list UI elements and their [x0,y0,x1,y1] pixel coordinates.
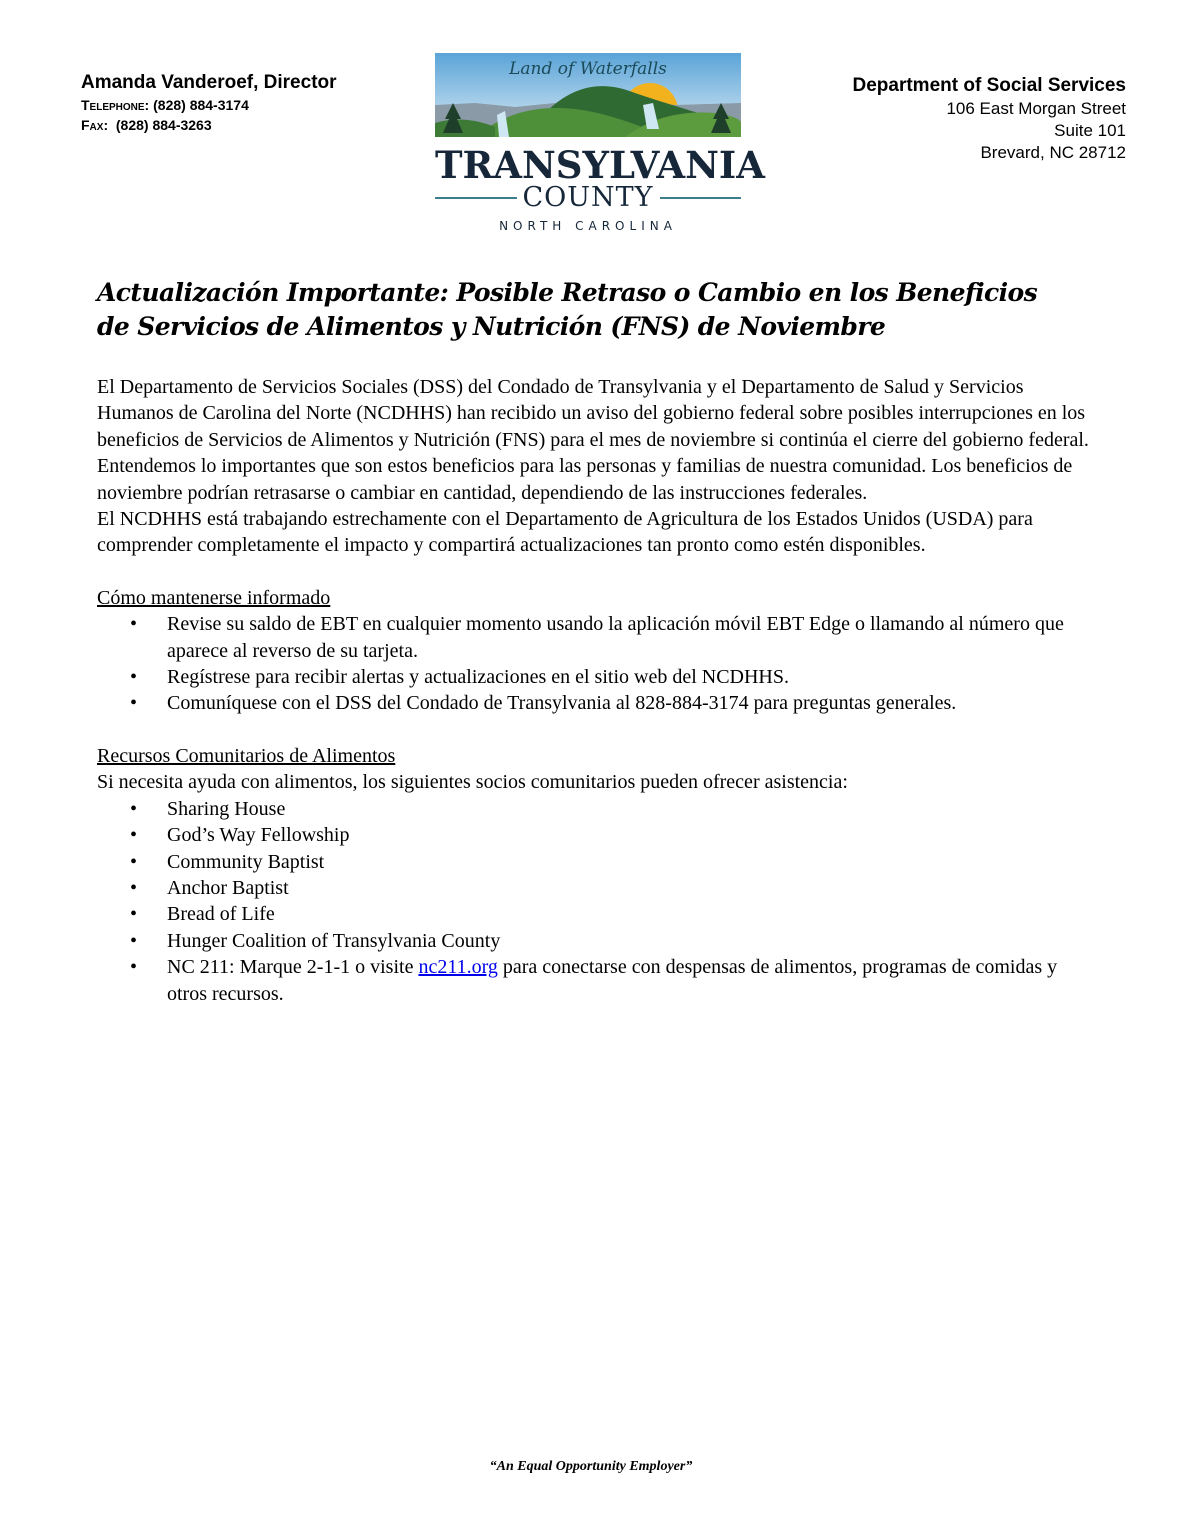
list-item-text: God’s Way Fellowship [167,824,350,847]
telephone-line [81,95,337,115]
list-item [97,611,1097,664]
telephone-number: (828) 884-3174 [153,97,249,113]
food-resources-list [97,796,1097,1007]
nc211-link[interactable]: nc211.org [418,956,498,979]
list-item-text: Revise su saldo de EBT en cualquier momento usando la aplicación móvil EBT Edge o llamando al número que aparece al reverso de su tarjeta. [167,613,1064,662]
address-line2: Suite 101 [1054,121,1126,140]
logo-rule-right [660,197,742,199]
footer-equal-opportunity: “An Equal Opportunity Employer” [489,1459,693,1474]
bullet-icon: • [130,666,138,689]
department-name: Department of Social Services [852,75,1126,96]
list-item-text: Regístrese para recibir alertas y actualizaciones en el sitio web del NCDHHS. [167,666,790,689]
list-item [97,796,1097,822]
logo-tagline: Land of Waterfalls [509,59,667,79]
director-name: Amanda Vanderoef, Director [81,72,337,93]
bullet-icon: • [130,613,138,636]
logo-name-line2: COUNTY [522,182,654,213]
stay-informed-list [97,611,1097,717]
bullet-icon: • [130,876,138,899]
bullet-icon: • [130,797,138,820]
logo-county-row [435,183,741,213]
bullet-icon: • [130,956,138,979]
fax-number: (828) 884-3263 [115,117,212,133]
list-item [97,901,1097,927]
section-heading-stay-informed: Cómo mantenerse informado [97,586,331,609]
paragraph-2: Entendemos lo importantes que son estos beneficios para las personas y familias de nuestra comunidad. Los beneficios de noviembre podrían retrasarse o cambiar en cantidad, dependiendo de las instrucciones federales. [97,455,1073,504]
section-heading-food-resources: Recursos Comunitarios de Alimentos [97,744,396,767]
list-item-text: Sharing House [167,797,286,820]
list-item [97,690,1097,716]
list-item-text: Hunger Coalition of Transylvania County [167,929,501,952]
logo-rule-left [435,197,517,199]
list-item [97,849,1097,875]
bullet-icon: • [130,850,138,873]
telephone-label: Telephone: [81,97,150,113]
document-body [97,374,1097,1007]
list-item-text: Comuníquese con el DSS del Condado de Transylvania al 828-884-3174 para preguntas generales. [167,692,957,715]
bullet-icon: • [130,903,138,926]
list-item [97,822,1097,848]
list-item [97,875,1097,901]
address-line3: Brevard, NC 28712 [980,143,1126,162]
bullet-icon: • [130,929,138,952]
letterhead-right [853,74,1127,164]
list-item-text: Anchor Baptist [167,876,289,899]
paragraph-1: El Departamento de Servicios Sociales (DSS) del Condado de Transylvania y el Departamento de Salud y Servicios Humanos de Carolina del Norte (NCDHHS) han recibido un aviso del gobierno federal sobre posibles interrupciones en los beneficios de Servicios de Alimentos y Nutrición (FNS) para el mes de noviembre si continúa el cierre del gobierno federal. [97,376,1089,451]
food-resources-intro: Si necesita ayuda con alimentos, los siguientes socios comunitarios pueden ofrecer asistencia: [97,771,848,794]
fax-label: Fax: [81,117,109,133]
list-item [97,664,1097,690]
bullet-icon: • [130,692,138,715]
title-line1: Actualización Importante: Posible Retraso o Cambio en los Beneficios [97,278,1038,307]
logo-landscape [435,53,741,137]
county-logo [435,53,765,243]
logo-name-line1: TRANSYLVANIA [435,143,765,187]
list-item-text: Bread of Life [167,903,275,926]
nc211-prefix: NC 211: Marque 2-1-1 o visite [167,956,419,979]
title-line2: de Servicios de Alimentos y Nutrición (FNS) de Noviembre [97,312,886,341]
document-title [97,276,1097,344]
list-item [97,928,1097,954]
bullet-icon: • [130,824,138,847]
address-line1: 106 East Morgan Street [946,99,1126,118]
fax-line [81,115,337,135]
list-item [97,954,1097,1007]
paragraph-3: El NCDHHS está trabajando estrechamente con el Departamento de Agricultura de los Estados Unidos (USDA) para comprender completamente el impacto y compartirá actualizaciones tan pronto como estén disponibles. [97,508,1033,557]
letterhead-left [81,71,337,135]
nc211-suffix: para conectarse con despensas de alimentos, programas de comidas y otros recursos. [167,956,1058,1005]
list-item-text: Community Baptist [167,850,325,873]
logo-name-line3: NORTH CAROLINA [499,219,677,233]
